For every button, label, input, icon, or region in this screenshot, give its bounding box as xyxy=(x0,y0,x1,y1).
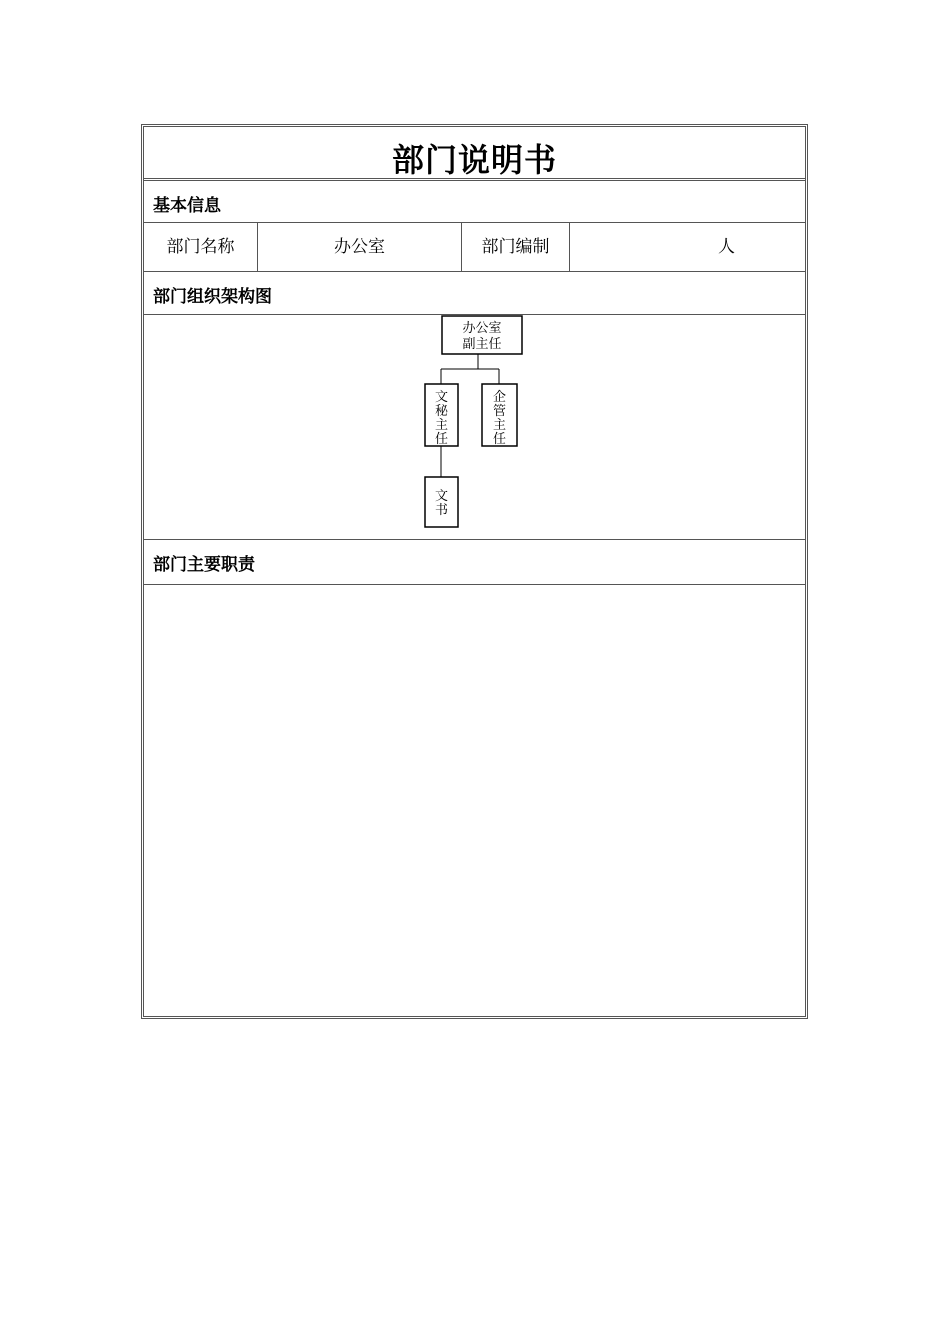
org-chart-header-row xyxy=(144,272,805,315)
basic-info-label: 基本信息 xyxy=(153,196,221,216)
enterprise-char-3: 主 xyxy=(492,418,507,433)
dept-name-label: 部门名称 xyxy=(144,223,258,271)
clerk-char-1: 文 xyxy=(434,489,449,504)
secretary-char-1: 文 xyxy=(434,390,449,405)
enterprise-char-4: 任 xyxy=(492,432,507,447)
staffing-value[interactable]: 人 xyxy=(718,237,735,257)
org-node-enterprise-head xyxy=(482,384,517,447)
enterprise-char-1: 企 xyxy=(492,390,507,405)
basic-info-header-row xyxy=(144,181,805,223)
secretary-char-4: 任 xyxy=(434,432,449,447)
org-chart-area xyxy=(144,315,805,540)
secretary-char-2: 秘 xyxy=(434,404,449,419)
org-node-secretary-head xyxy=(425,384,458,447)
clerk-char-2: 书 xyxy=(434,503,449,518)
duties-content-area[interactable] xyxy=(144,585,805,1016)
page-title: 部门说明书 xyxy=(391,141,557,179)
root-line2: 副主任 xyxy=(462,337,502,352)
duties-header-row xyxy=(144,540,805,585)
org-chart-label: 部门组织架构图 xyxy=(153,287,272,307)
secretary-char-3: 主 xyxy=(434,418,449,433)
basic-info-row xyxy=(144,223,805,272)
dept-name-value[interactable]: 办公室 xyxy=(258,223,462,271)
root-line1: 办公室 xyxy=(462,321,502,336)
org-node-clerk xyxy=(425,477,458,527)
duties-label: 部门主要职责 xyxy=(153,555,255,575)
title-row xyxy=(144,127,805,181)
department-description-form xyxy=(141,124,808,1019)
enterprise-char-2: 管 xyxy=(492,404,507,419)
org-chart xyxy=(144,315,805,539)
org-node-root xyxy=(442,316,522,354)
staffing-label: 部门编制 xyxy=(462,223,570,271)
